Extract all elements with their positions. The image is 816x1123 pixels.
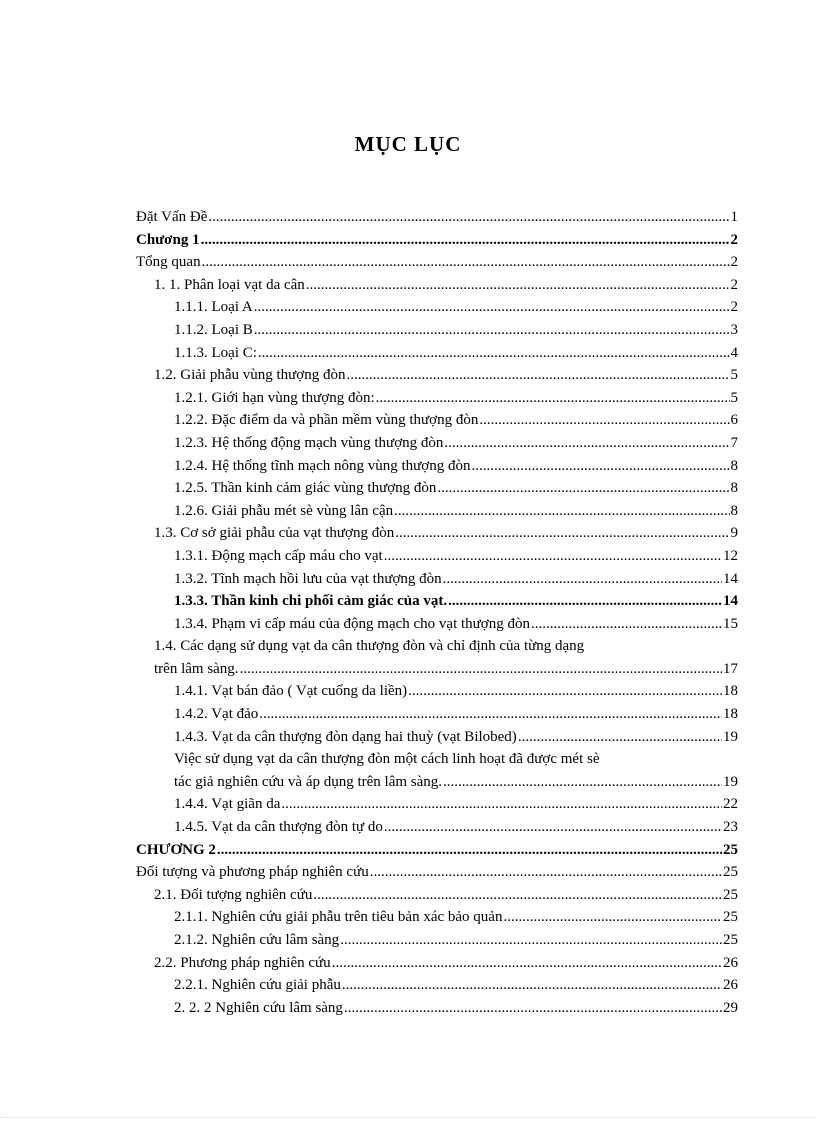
toc-page-number: 2 (730, 276, 738, 293)
toc-entry-text: 1.4. Các dạng sử dụng vạt da cân thượng đòn và chỉ định của từng dạng (154, 638, 585, 655)
toc-leader (202, 251, 730, 274)
toc-leader (370, 861, 722, 884)
toc-entry[interactable] (136, 952, 738, 975)
toc-entry[interactable] (136, 793, 738, 816)
toc-entry-text: 1.2.2. Đặc điểm da và phần mềm vùng thượng đòn (174, 412, 479, 429)
toc-page-number: 25 (723, 864, 738, 881)
toc-entry[interactable] (136, 861, 738, 884)
toc-leader (448, 590, 722, 613)
toc-entry[interactable] (136, 974, 738, 997)
toc-page-number: 25 (723, 841, 738, 858)
toc-leader (443, 771, 722, 794)
toc-entry-text: 1.4.2. Vạt đảo (174, 706, 259, 723)
toc-entry[interactable] (136, 251, 738, 274)
toc-leader (503, 906, 722, 929)
toc-leader (208, 206, 729, 229)
toc-entry-text: 2.1. Đối tượng nghiên cứu (154, 886, 313, 903)
toc-page-number: 19 (723, 728, 738, 745)
toc-entry[interactable] (136, 816, 738, 839)
toc-entry[interactable] (136, 206, 738, 229)
toc-entry[interactable] (136, 477, 738, 500)
toc-leader (408, 680, 722, 703)
toc-page-number: 22 (723, 796, 738, 813)
toc-leader (479, 409, 729, 432)
toc-entry-text: 1.3.3. Thần kinh chi phối cảm giác của vạt. (174, 593, 448, 610)
toc-entry-text: 1.4.1. Vạt bán đảo ( Vạt cuống da liền) (174, 683, 408, 700)
toc-leader (217, 839, 722, 862)
toc-entry-text: 1.3. Cơ sở giải phẫu của vạt thượng đòn (154, 525, 395, 542)
toc-entry-text: 1.2.5. Thần kinh cảm giác vùng thượng đòn (174, 480, 437, 497)
toc-entry-text: Đặt Vấn Đề (136, 209, 208, 225)
toc-page-number: 4 (730, 344, 738, 361)
toc-leader (384, 816, 722, 839)
toc-page-number: 25 (723, 909, 738, 926)
toc-entry[interactable] (136, 455, 738, 478)
toc-entry[interactable] (136, 884, 738, 907)
toc-entry-text: 1.2.6. Giải phẫu mét sè vùng lân cận (174, 502, 394, 519)
toc-leader (254, 296, 730, 319)
toc-leader (240, 658, 722, 681)
toc-entry[interactable] (136, 726, 738, 749)
toc-page-number: 1 (730, 209, 738, 225)
toc-page-number: 12 (723, 547, 738, 564)
toc-page-number: 8 (730, 502, 738, 519)
toc-entry[interactable] (136, 997, 738, 1020)
toc-entry-text: 2. 2. 2 Nghiên cứu lâm sàng (174, 999, 343, 1016)
toc-entry[interactable] (136, 522, 738, 545)
toc-page-number: 9 (730, 525, 738, 542)
toc-leader (531, 613, 722, 636)
toc-leader (518, 726, 722, 749)
toc-entry[interactable] (136, 274, 738, 297)
toc-leader (258, 342, 730, 365)
toc-entry-text: 2.2.1. Nghiên cứu giải phẫu (174, 977, 341, 994)
toc-leader (394, 500, 729, 523)
toc-leader (306, 274, 730, 297)
toc-page-number: 8 (730, 457, 738, 474)
toc-entry[interactable] (136, 929, 738, 952)
toc-entry-text: 2.1.1. Nghiên cứu giải phẫu trên tiêu bản xác bảo quản (174, 909, 503, 926)
toc-page-number: 14 (723, 570, 738, 587)
toc-section-chapter-1 (136, 206, 738, 635)
toc-entry[interactable] (136, 839, 738, 862)
toc-entry[interactable] (136, 409, 738, 432)
toc-entry-text: 1.3.4. Phạm vi cấp máu của động mạch cho vạt thượng đòn (174, 615, 530, 632)
toc-page-number: 8 (730, 480, 738, 497)
toc-entry-text: 1. 1. Phân loại vạt da cân (154, 276, 305, 293)
toc-entry[interactable] (136, 319, 738, 342)
toc-page-number: 18 (723, 706, 738, 723)
toc-entry-text: Chương 1 (136, 231, 200, 248)
toc-leader (471, 455, 729, 478)
toc-page-number: 25 (723, 932, 738, 948)
toc-page-number: 5 (730, 389, 738, 406)
page-bottom-rule (0, 1117, 816, 1118)
toc-leader (344, 997, 722, 1020)
toc-page-number: 25 (723, 886, 738, 903)
toc-leader (444, 432, 729, 455)
toc-page-number: 26 (723, 977, 738, 994)
toc-page-number: 2 (730, 254, 738, 271)
toc-entry-text: 2.1.2. Nghiên cứu lâm sàng (174, 932, 340, 948)
toc-entry[interactable] (136, 545, 738, 568)
toc-leader (259, 703, 722, 726)
toc-entry-text: 1.2. Giải phẫu vùng thượng đòn (154, 367, 346, 384)
toc-entry-text: tác giả nghiên cứu và áp dụng trên lâm sàng. (174, 773, 443, 790)
toc-entry-text: 1.1.1. Loại A (174, 299, 253, 316)
toc-entry-text: trên lâm sàng. (154, 660, 239, 677)
toc-page-number: 18 (723, 683, 738, 700)
toc-entry[interactable] (136, 229, 738, 252)
toc-leader (340, 929, 722, 952)
toc-entry-text: 1.1.3. Loại C: (174, 344, 257, 361)
toc-page-number: 15 (723, 615, 738, 632)
toc-entry-text: 1.4.3. Vạt da cân thượng đòn dạng hai thuỳ (vạt Bilobed) (174, 728, 517, 745)
toc-page-number: 23 (723, 819, 738, 836)
toc-entry-text: 1.2.4. Hệ thống tĩnh mạch nông vùng thượng đòn (174, 457, 471, 474)
toc-entry-text: 1.3.1. Động mạch cấp máu cho vạt (174, 547, 383, 564)
toc-entry[interactable] (136, 680, 738, 703)
toc-page-number: 19 (723, 773, 738, 790)
toc-page-number: 26 (723, 954, 738, 971)
toc-entry[interactable] (136, 590, 738, 613)
toc-entry[interactable] (136, 500, 738, 523)
toc-leader (332, 952, 722, 975)
toc-leader (201, 229, 730, 252)
toc-entry[interactable] (136, 613, 738, 636)
toc-page-number: 6 (730, 412, 738, 429)
toc-leader (376, 387, 730, 410)
toc-leader (313, 884, 722, 907)
toc-page-number: 5 (730, 367, 738, 384)
toc-entry[interactable] (136, 703, 738, 726)
toc-entry[interactable] (136, 568, 738, 591)
toc-entry[interactable] (136, 364, 738, 387)
toc-page-number: 2 (730, 299, 738, 316)
table-of-contents (136, 206, 738, 1019)
toc-leader (443, 568, 722, 591)
toc-page-number: 7 (730, 434, 738, 451)
toc-leader (395, 522, 729, 545)
toc-entry-text: 1.2.3. Hệ thống động mạch vùng thượng đòn (174, 434, 444, 451)
toc-entry[interactable] (136, 296, 738, 319)
toc-entry-text: 1.1.2. Loại B (174, 321, 253, 338)
toc-leader (254, 319, 730, 342)
toc-entry-text: Tổng quan (136, 254, 201, 271)
toc-page-number: 14 (723, 593, 738, 610)
toc-entry[interactable] (136, 906, 738, 929)
toc-entry-text: 1.2.1. Giới hạn vùng thượng đòn: (174, 389, 375, 406)
toc-entry-text: Việc sử dụng vạt da cân thượng đòn một cách linh hoạt đã được mét sè (174, 751, 600, 768)
toc-entry[interactable] (136, 342, 738, 365)
toc-section-1-4 (136, 680, 738, 748)
toc-entry-text: 2.2. Phương pháp nghiên cứu (154, 954, 331, 971)
toc-section-chapter-2 (136, 793, 738, 1019)
page-title: MỤC LỤC (354, 132, 462, 156)
toc-leader (281, 793, 722, 816)
toc-entry[interactable] (136, 387, 738, 410)
toc-leader (384, 545, 722, 568)
toc-entry-text: Đối tượng và phương pháp nghiên cứu (136, 864, 369, 881)
toc-leader (346, 364, 729, 387)
toc-page-number: 17 (723, 660, 738, 677)
toc-page-number: 3 (730, 321, 738, 338)
toc-entry-text: 1.4.5. Vạt da cân thượng đòn tự do (174, 819, 383, 836)
toc-page-number: 29 (723, 999, 738, 1016)
toc-entry-text: 1.3.2. Tĩnh mạch hồi lưu của vạt thượng đòn (174, 570, 442, 587)
toc-entry-wrapped[interactable] (136, 748, 738, 793)
toc-leader (437, 477, 729, 500)
toc-entry-text: CHƯƠNG 2 (136, 841, 216, 858)
toc-entry[interactable] (136, 432, 738, 455)
toc-page-number: 2 (730, 231, 738, 248)
toc-leader (342, 974, 722, 997)
toc-entry-wrapped[interactable] (136, 635, 738, 680)
toc-entry-text: 1.4.4. Vạt giãn da (174, 796, 281, 813)
